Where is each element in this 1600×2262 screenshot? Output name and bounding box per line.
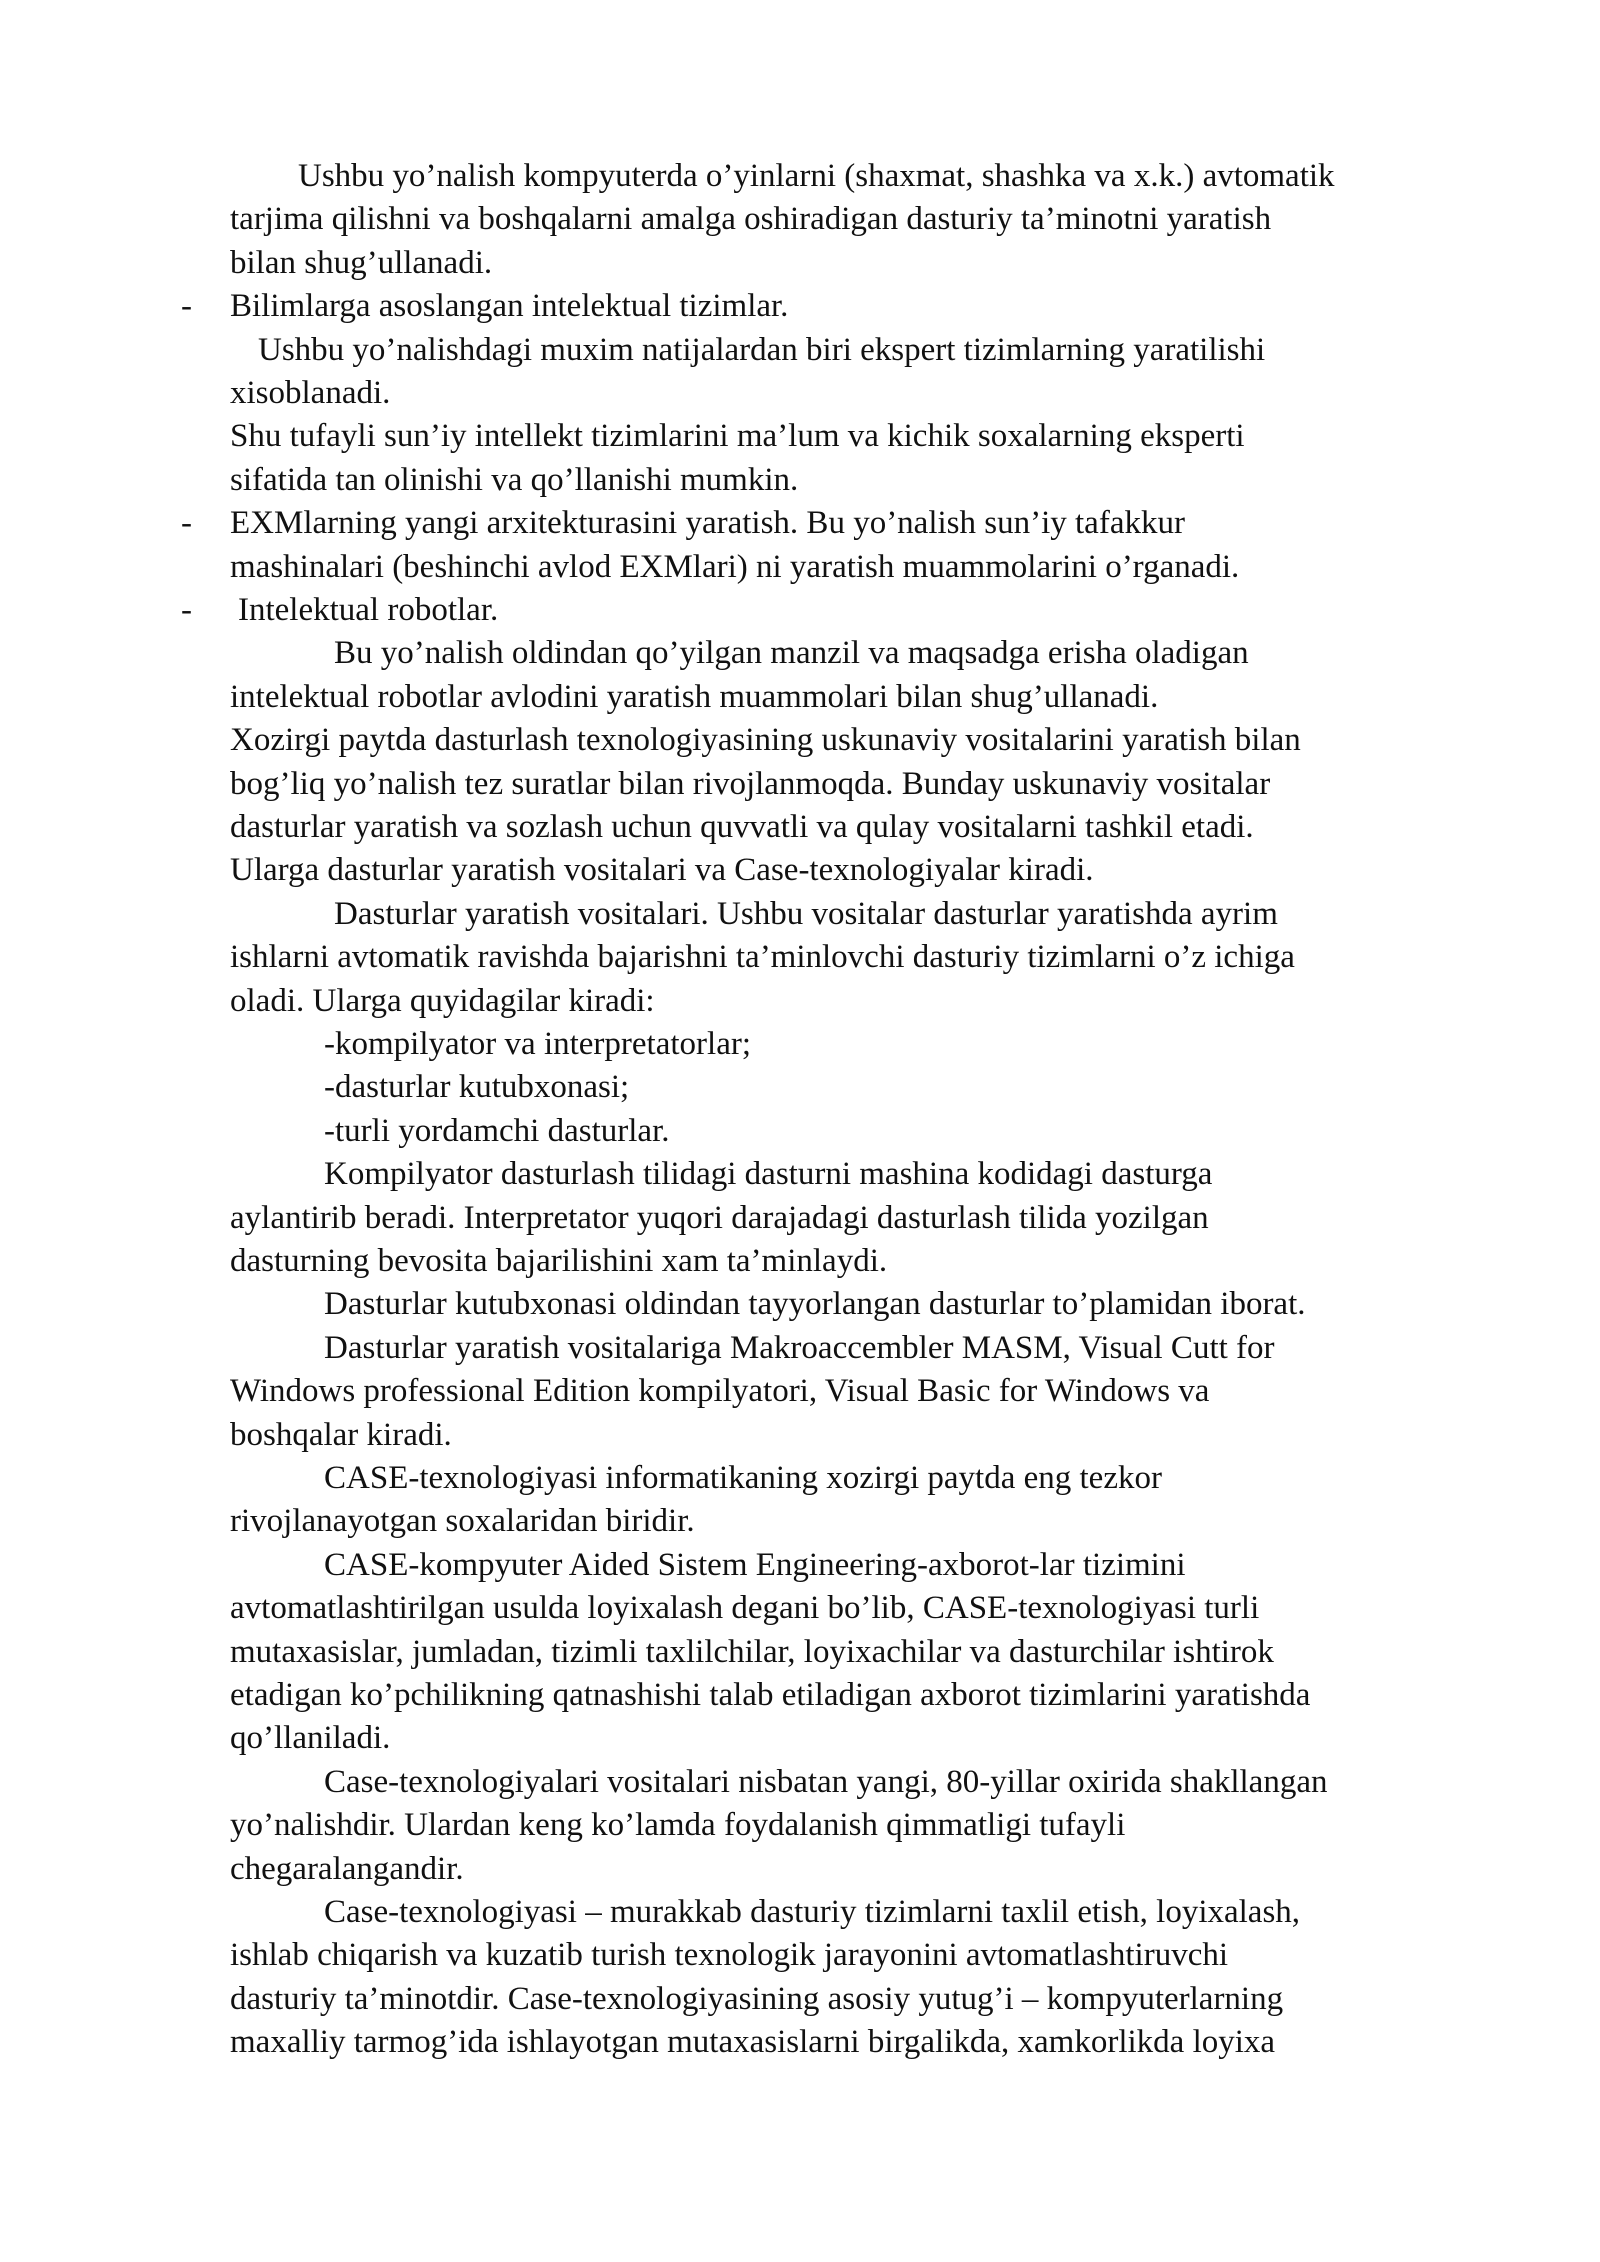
text-line: Dasturlar kutubxonasi oldindan tayyorlangan dasturlar to’plamidan iborat. <box>324 1286 1306 1322</box>
text-line: chegaralangandir. <box>230 1851 464 1887</box>
text-line: -dasturlar kutubxonasi; <box>324 1069 630 1105</box>
text-line: sifatida tan olinishi va qo’llanishi mumkin. <box>230 462 799 498</box>
list-item-text: EXMlarning yangi arxitekturasini yaratish. Bu yo’nalish sun’iy tafakkur <box>230 505 1185 541</box>
text-line: bog’liq yo’nalish tez suratlar bilan rivojlanmoqda. Bunday uskunaviy vositalar <box>230 766 1271 802</box>
text-line: ishlarni avtomatik ravishda bajarishni ta’minlovchi dasturiy tizimlarni o’z ichiga <box>230 939 1295 975</box>
text-line: Dasturlar yaratish vositalari. Ushbu vositalar dasturlar yaratishda ayrim <box>334 896 1278 932</box>
list-item-text: Bilimlarga asoslangan intelektual tizimlar. <box>230 288 789 324</box>
text-line: Xozirgi paytda dasturlash texnologiyasining uskunaviy vositalarini yaratish bilan <box>230 722 1301 758</box>
text-line: qo’llaniladi. <box>230 1720 391 1756</box>
text-line: xisoblanadi. <box>230 375 391 411</box>
text-line: yo’nalishdir. Ulardan keng ko’lamda foydalanish qimmatligi tufayli <box>230 1807 1126 1843</box>
text-line: Ushbu yo’nalish kompyuterda o’yinlarni (shaxmat, shashka va x.k.) avtomatik <box>298 158 1335 194</box>
list-bullet: - <box>181 505 192 541</box>
text-line: oladi. Ularga quyidagilar kiradi: <box>230 983 655 1019</box>
text-line: Case-texnologiyasi – murakkab dasturiy tizimlarni taxlil etish, loyixalash, <box>324 1894 1301 1930</box>
text-line: intelektual robotlar avlodini yaratish muammolari bilan shug’ullanadi. <box>230 679 1159 715</box>
text-line: etadigan ko’pchilikning qatnashishi talab etiladigan axborot tizimlarini yaratishda <box>230 1677 1311 1713</box>
text-line: -turli yordamchi dasturlar. <box>324 1113 670 1149</box>
list-bullet: - <box>181 288 192 324</box>
text-line: CASE-texnologiyasi informatikaning xozirgi paytda eng tezkor <box>324 1460 1162 1496</box>
text-line: rivojlanayotgan soxalaridan biridir. <box>230 1503 695 1539</box>
text-line: maxalliy tarmog’ida ishlayotgan mutaxasislarni birgalikda, xamkorlikda loyixa <box>230 2024 1276 2060</box>
text-line: Kompilyator dasturlash tilidagi dasturni mashina kodidagi dasturga <box>324 1156 1213 1192</box>
text-line: Bu yo’nalish oldindan qo’yilgan manzil va maqsadga erisha oladigan <box>334 635 1249 671</box>
text-line: boshqalar kiradi. <box>230 1417 452 1453</box>
list-bullet: - <box>181 592 192 628</box>
text-line: Windows professional Edition kompilyatori, Visual Basic for Windows va <box>230 1373 1210 1409</box>
text-line: Shu tufayli sun’iy intellekt tizimlarini ma’lum va kichik soxalarning eksperti <box>230 418 1245 454</box>
text-line: aylantirib beradi. Interpretator yuqori darajadagi dasturlash tilida yozilgan <box>230 1200 1209 1236</box>
list-item-text: Intelektual robotlar. <box>238 592 499 628</box>
text-line: mashinalari (beshinchi avlod EXMlari) ni yaratish muammolarini o’rganadi. <box>230 549 1240 585</box>
text-line: ishlab chiqarish va kuzatib turish texnologik jarayonini avtomatlashtiruvchi <box>230 1937 1229 1973</box>
text-line: dasturning bevosita bajarilishini xam ta’minlaydi. <box>230 1243 888 1279</box>
text-line: avtomatlashtirilgan usulda loyixalash degani bo’lib, CASE-texnologiyasi turli <box>230 1590 1260 1626</box>
text-line: bilan shug’ullanadi. <box>230 245 493 281</box>
text-line: Dasturlar yaratish vositalariga Makroaccembler MASM, Visual Cutt for <box>324 1330 1275 1366</box>
text-line: dasturlar yaratish va sozlash uchun quvvatli va qulay vositalarni tashkil etadi. <box>230 809 1254 845</box>
text-line: dasturiy ta’minotdir. Case-texnologiyasining asosiy yutug’i – kompyuterlarning <box>230 1981 1284 2017</box>
text-line: CASE-kompyuter Aided Sistem Engineering-axborot-lar tizimini <box>324 1547 1186 1583</box>
text-line: Ularga dasturlar yaratish vositalari va Case-texnologiyalar kiradi. <box>230 852 1094 888</box>
text-line: mutaxasislar, jumladan, tizimli taxlilchilar, loyixachilar va dasturchilar ishtirok <box>230 1634 1274 1670</box>
text-line: Ushbu yo’nalishdagi muxim natijalardan biri ekspert tizimlarning yaratilishi <box>258 332 1266 368</box>
text-line: -kompilyator va interpretatorlar; <box>324 1026 752 1062</box>
text-line: tarjima qilishni va boshqalarni amalga oshiradigan dasturiy ta’minotni yaratish <box>230 201 1272 237</box>
text-line: Case-texnologiyalari vositalari nisbatan yangi, 80-yillar oxirida shakllangan <box>324 1764 1328 1800</box>
